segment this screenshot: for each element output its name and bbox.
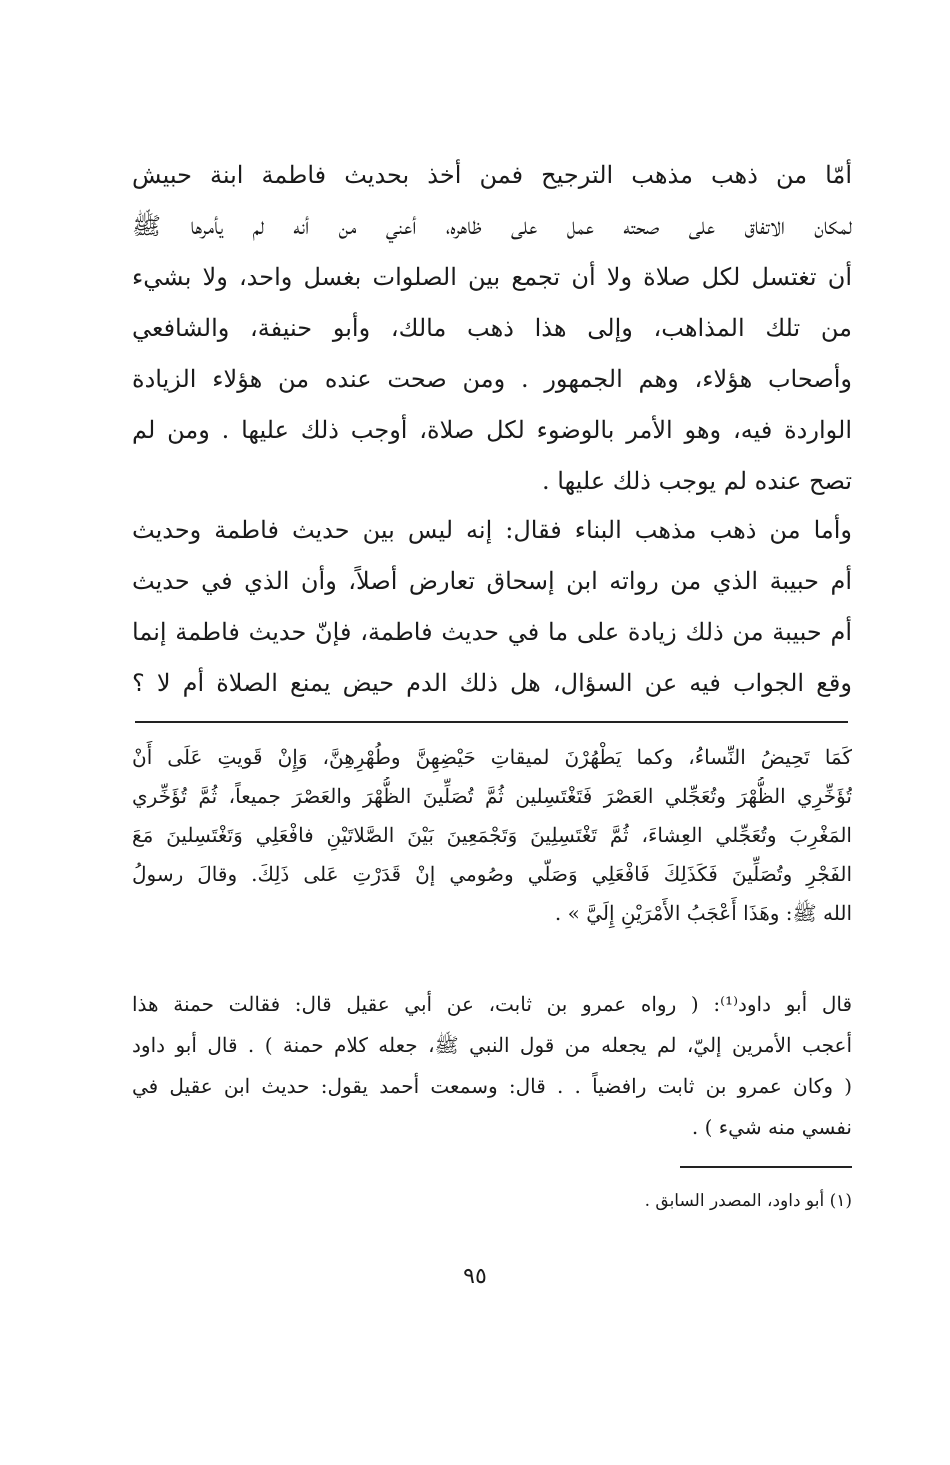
main-paragraph-2 — [132, 505, 852, 709]
section-divider — [135, 721, 848, 723]
quote-line: المَغْرِبَ وتُعَجِّلي العِشاءَ، ثُمَّ تَغْتَسِلِينَ وَتَجْمَعِينَ بَيْنَ الصَّلاتَيْنِ فافْعَلِي وَتَغْتَسِلينَ مَعَ — [132, 823, 852, 847]
quote-line: تُؤَخِّرِي الظُّهْرَ وتُعَجِّلي العَصْرَ فَتَغْتَسِلين ثُمَّ تُصَلِّينَ الظُّهْرَ والعَصْرَ جميعاً، ثُمَّ تُؤَخِّري — [132, 784, 852, 808]
hadith-quote — [132, 738, 852, 933]
quote-line: الله ﷺ: وهَذَا أَعْجَبُ الأَمْرَيْنِ إِلَيَّ » . — [554, 901, 852, 925]
text-line: الواردة فيه، وهو الأمر بالوضوء لكل صلاة، أوجب ذلك عليها . ومن لم — [132, 416, 852, 444]
note-line: قال أبو داود⁽¹⁾: ( رواه عمرو بن ثابت، عن أبي عقيل قال: فقالت حمنة هذا — [132, 992, 852, 1016]
footnote: (١) أبو داود، المصدر السابق . — [644, 1191, 852, 1211]
text-line: وأما من ذهب مذهب البناء فقال: إنه ليس بين حديث فاطمة وحديث — [132, 516, 852, 544]
text-line: أن تغتسل لكل صلاة ولا أن تجمع بين الصلوات بغسل واحد، ولا بشيء — [132, 263, 852, 291]
commentary-note — [132, 984, 852, 1148]
text-line: تصح عنده لم يوجب ذلك عليها . — [542, 467, 852, 495]
quote-line: كَمَا تَحِيضُ النِّساءُ، وكما يَطْهُرْنَ لميقاتِ حَيْضِهِنَّ وطُهْرِهِنَّ، وَإِنْ قَويتِ عَلَى أَنْ — [132, 745, 852, 769]
note-line: ( وكان عمرو بن ثابت رافضياً . . قال: وسمعت أحمد يقول: حديث ابن عقيل في — [132, 1074, 852, 1098]
text-line: لمكان الاتفاق على صحته عمل على ظاهره، أعني من أنه لم يأمرها ﷺ — [132, 212, 852, 240]
text-line: أم حبيبة الذي من رواته ابن إسحاق تعارض أصلاً، وأن الذي في حديث — [132, 567, 852, 595]
text-line: وأصحاب هؤلاء، وهم الجمهور . ومن صحت عنده من هؤلاء الزيادة — [132, 365, 852, 393]
main-paragraph-1 — [132, 150, 852, 507]
text-line: من تلك المذاهب، وإلى هذا ذهب مالك، وأبو حنيفة، والشافعي — [132, 314, 852, 342]
page-number: ٩٥ — [463, 1264, 487, 1289]
text-line: أمّا من ذهب مذهب الترجيح فمن أخذ بحديث فاطمة ابنة حبيش — [132, 161, 852, 189]
footnote-divider — [680, 1166, 852, 1168]
quote-line: الفَجْرِ وتُصَلِّينَ فَكَذَلِكَ فَافْعَلِي وَصَلّي وصُومي إنْ قَدَرْتِ عَلى ذَلِكَ. وقالَ رسولُ — [132, 862, 852, 886]
text-line: وقع الجواب فيه عن السؤال، هل ذلك الدم حيض يمنع الصلاة أم لا ؟ — [132, 669, 852, 697]
note-line: أعجب الأمرين إليّ، لم يجعله من قول النبي ﷺ، جعله كلام حمنة ) . قال أبو داود — [132, 1033, 852, 1057]
text-line: أم حبيبة من ذلك زيادة على ما في حديث فاطمة، فإنّ حديث فاطمة إنما — [132, 618, 852, 646]
note-line: نفسي منه شيء ) . — [691, 1115, 852, 1139]
